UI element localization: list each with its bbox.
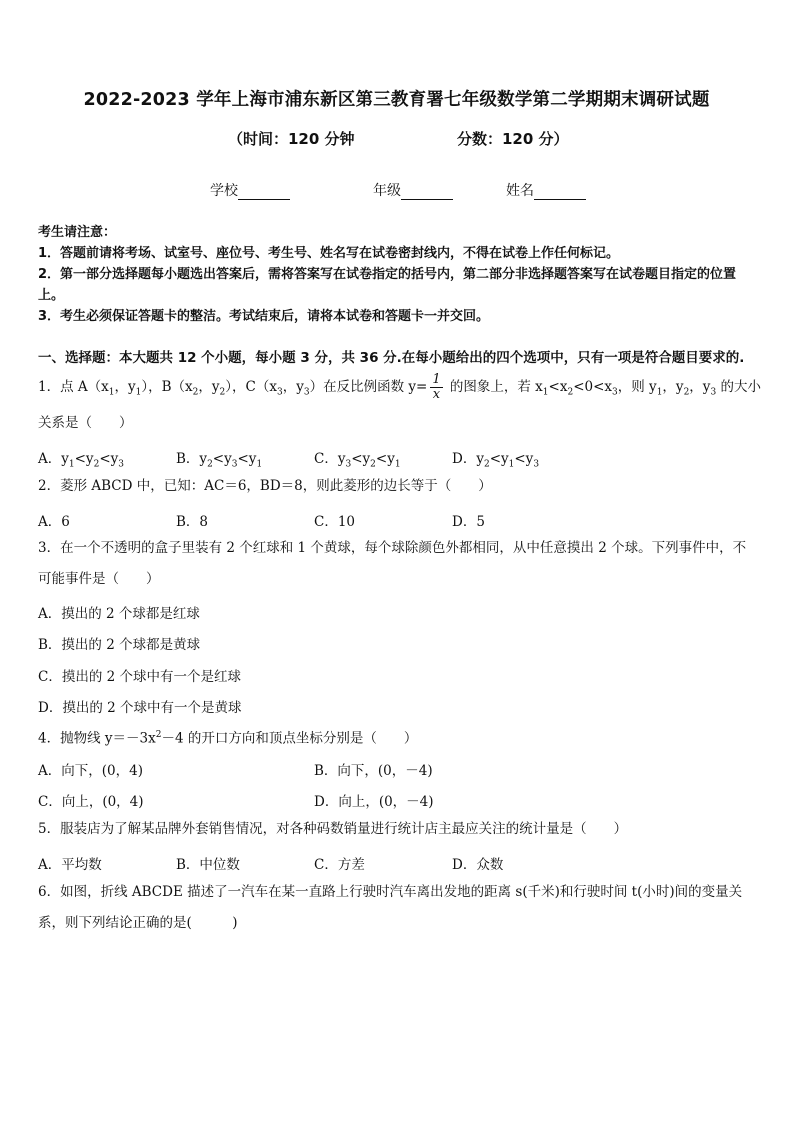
notice-item: 2．第一部分选择题每小题选出答案后，需将答案写在试卷指定的括号内，第二部分非选择题答案写在试卷题目指定的位置上。 bbox=[38, 267, 737, 303]
notice-item: 1．答题前请将考场、试室号、座位号、考生号、姓名写在试卷密封线内，不得在试卷上作任何标记。 bbox=[38, 246, 620, 261]
page-title: 2022-2023 学年上海市浦东新区第三教育署七年级数学第二学期期末调研试题 bbox=[83, 90, 710, 110]
school-label: 学校 bbox=[210, 183, 238, 199]
q1-sub: 1 bbox=[542, 387, 549, 398]
q1-text: <0<x bbox=[573, 379, 613, 395]
q3-option-d[interactable]: D．摸出的 2 个球中有一个是黄球 bbox=[38, 700, 242, 716]
question-1 bbox=[38, 372, 760, 409]
q4-text: 4．抛物线 y＝－3x bbox=[38, 730, 156, 747]
q2-option-a[interactable]: A．6 bbox=[38, 514, 70, 530]
q1-sub: 2 bbox=[219, 387, 226, 398]
q1-sub: 1 bbox=[135, 387, 142, 398]
q1-text: ，y bbox=[198, 379, 220, 395]
q1-text: 的图象上，若 x bbox=[445, 379, 543, 395]
question-6-line2: 系，则下列结论正确的是( ) bbox=[38, 915, 238, 931]
q1-text: 1．点 A（x bbox=[38, 379, 109, 395]
q1-text: ，y bbox=[662, 379, 684, 395]
q1-text: ，y bbox=[114, 379, 136, 395]
name-blank bbox=[534, 185, 586, 200]
question-5: 5．服装店为了解某品牌外套销售情况，对各种码数销量进行统计店主最应关注的统计量是（ ） bbox=[38, 821, 628, 837]
section-heading: 一、选择题：本大题共 12 个小题，每小题 3 分，共 36 分.在每小题给出的四个选项中，只有一项是符合题目要求的. bbox=[38, 350, 745, 366]
fraction-denominator: x bbox=[432, 387, 441, 402]
q4-sup: 2 bbox=[155, 730, 162, 740]
q1-option-b[interactable]: B．$y_2<y_3<y_1$ bbox=[176, 451, 263, 470]
q1-text: ），C（x bbox=[225, 379, 277, 395]
question-3-line2: 可能事件是（ ） bbox=[38, 571, 160, 587]
q4-option-a[interactable]: A．向下，(0，4) bbox=[38, 763, 143, 779]
q4-option-d[interactable]: D．向上，(0，－4) bbox=[314, 794, 434, 810]
q1-text: ）在反比例函数 y= bbox=[309, 379, 428, 395]
q1-sub: 3 bbox=[276, 387, 283, 398]
notice-item: 3．考生必须保证答题卡的整洁。考试结束后，请将本试卷和答题卡一并交回。 bbox=[38, 309, 490, 324]
q1-sub: 1 bbox=[656, 387, 663, 398]
q1-text: ），B（x bbox=[141, 379, 193, 395]
q1-sub: 3 bbox=[710, 387, 717, 398]
question-3: 3．在一个不透明的盒子里装有 2 个红球和 1 个黄球，每个球除颜色外都相同，从中任意摸出 2 个球。下列事件中，不 bbox=[38, 540, 747, 556]
q5-option-d[interactable]: D．众数 bbox=[452, 857, 504, 873]
q1-text: ，y bbox=[689, 379, 711, 395]
notice-block bbox=[38, 222, 760, 327]
school-blank bbox=[238, 185, 290, 200]
q2-option-b[interactable]: B．8 bbox=[176, 514, 209, 530]
q4-option-b[interactable]: B．向下，(0，－4) bbox=[314, 763, 433, 779]
grade-blank bbox=[401, 185, 453, 200]
grade-label: 年级 bbox=[373, 183, 401, 199]
name-label: 姓名 bbox=[506, 183, 534, 199]
q5-option-b[interactable]: B．中位数 bbox=[176, 857, 240, 873]
q5-option-a[interactable]: A．平均数 bbox=[38, 857, 102, 873]
q1-sub: 1 bbox=[108, 387, 115, 398]
q2-option-d[interactable]: D．5 bbox=[452, 514, 485, 530]
fraction bbox=[430, 373, 442, 402]
q1-option-d[interactable]: D．$y_2<y_1<y_3$ bbox=[452, 451, 540, 470]
exam-time: （时间：120 分钟 bbox=[228, 130, 355, 148]
school-field bbox=[210, 180, 290, 200]
q1-option-c[interactable]: C．$y_3<y_2<y_1$ bbox=[314, 451, 401, 470]
q4-text: －4 的开口方向和顶点坐标分别是（ ） bbox=[161, 730, 418, 747]
q2-option-c[interactable]: C．10 bbox=[314, 514, 356, 530]
q1-sub: 2 bbox=[683, 387, 690, 398]
fraction-numerator: 1 bbox=[432, 372, 441, 387]
q1-sub: 2 bbox=[192, 387, 199, 398]
q3-option-b[interactable]: B．摸出的 2 个球都是黄球 bbox=[38, 637, 201, 653]
question-4 bbox=[38, 720, 760, 755]
q1-text: ，y bbox=[282, 379, 304, 395]
q5-option-c[interactable]: C．方差 bbox=[314, 857, 365, 873]
q1-text: ，则 y bbox=[617, 379, 657, 395]
question-2: 2．菱形 ABCD 中，已知：AC＝6，BD＝8，则此菱形的边长等于（ ） bbox=[38, 478, 492, 494]
exam-score: 分数：120 分） bbox=[457, 130, 569, 148]
question-6: 6．如图，折线 ABCDE 描述了一汽车在某一直路上行驶时汽车离出发地的距离 s(千米)和行驶时间 t(小时)间的变量关 bbox=[38, 884, 743, 900]
q3-option-a[interactable]: A．摸出的 2 个球都是红球 bbox=[38, 606, 200, 622]
q1-sub: 3 bbox=[612, 387, 618, 398]
grade-field bbox=[373, 180, 453, 200]
q1-text: <x bbox=[548, 379, 568, 395]
q1-option-a[interactable]: A．$y_1<y_2<y_3$ bbox=[38, 451, 124, 470]
q1-sub: 3 bbox=[303, 387, 310, 398]
q3-option-c[interactable]: C．摸出的 2 个球中有一个是红球 bbox=[38, 669, 242, 685]
question-1-line2: 关系是（ ） bbox=[38, 415, 133, 431]
notice-heading: 考生请注意： bbox=[38, 225, 117, 240]
q1-text: 的大小 bbox=[716, 379, 761, 395]
q1-sub: 2 bbox=[567, 387, 574, 398]
q4-option-c[interactable]: C．向上，(0，4) bbox=[38, 794, 144, 810]
name-field bbox=[506, 180, 586, 200]
